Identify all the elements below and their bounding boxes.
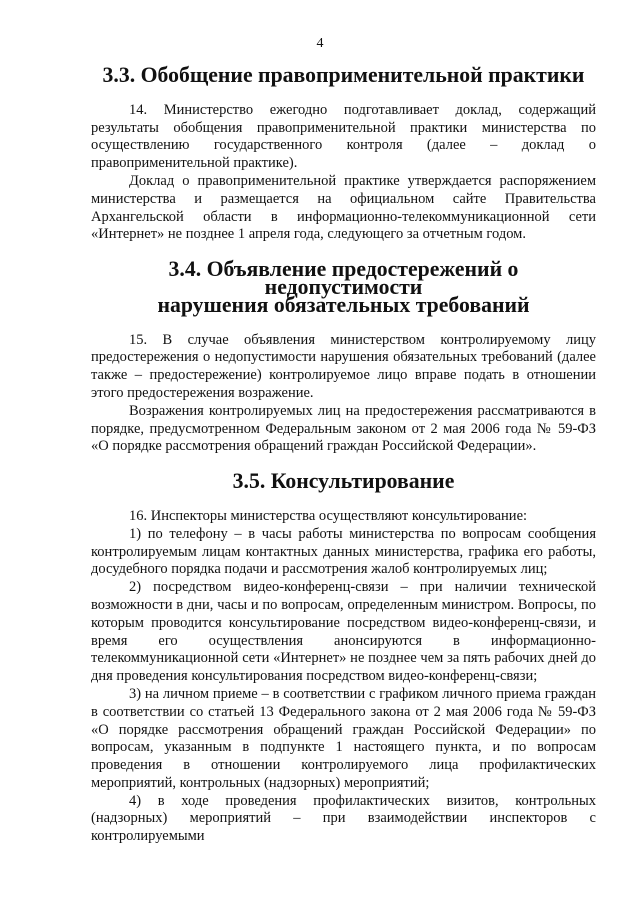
section-3-3 [91,63,596,244]
paragraph-14: 14. Министерство ежегодно подготавливает доклад, содержащий результаты обобщения правоприменительной практики министерства по осуществлению государственного контроля (далее – доклад о правоприменительной практике). [91,101,596,172]
paragraph-objections: Возражения контролируемых лиц на предостережения рассматриваются в порядке, предусмотренном Федеральным законом от 2 мая 2006 года № 59-ФЗ «О порядке рассмотрения обращений граждан Российской Федерации». [91,402,596,455]
document-body [91,63,596,846]
paragraph-16: 16. Инспекторы министерства осуществляют консультирование: [129,507,528,524]
section-heading [91,469,596,494]
heading-line: 3.5. Консультирование [232,469,455,494]
section-3-4 [91,257,596,456]
list-item-preventive-visits: 4) в ходе проведения профилактических визитов, контрольных (надзорных) мероприятий – при взаимодействии инспекторов с контролируемыми [91,792,596,845]
section-heading [91,257,596,317]
list-item-video-conference: 2) посредством видео-конференц-связи – при наличии технической возможности в дни, часы и по вопросам, определенным министром. Вопросы, по которым проводится консультирование посредством видео-конференц-связи, и время его осуществления анонсируются в информационно-телекоммуникационной сети «Интернет» не позднее чем за пять рабочих дней до дня проведения консультирования посредством видео-конференц-связи; [91,579,596,685]
heading-line: нарушения обязательных требований [157,292,530,317]
page-number: 4 [316,36,324,51]
paragraph-report-approval: Доклад о правоприменительной практике утверждается распоряжением министерства и размещается на официальном сайте Правительства Архангельской области в информационно-телекоммуникационной сети «Интернет» не позднее 1 апреля года, следующего за отчетным годом. [91,172,596,243]
section-heading [91,63,596,87]
heading-line: 3.4. Объявление предостережений о недопустимости [168,257,519,299]
list-item-personal-reception: 3) на личном приеме – в соответствии с графиком личного приема граждан в соответствии со статьей 13 Федерального закона от 2 мая 2006 года № 59-ФЗ «О порядке рассмотрения обращений граждан Российской Федерации» по вопросам, указанным в подпункте 1 настоящего пункта, и по вопросам проведения в отношении контролируемого лица профилактических мероприятий, контрольных (надзорных) мероприятий; [91,685,596,791]
paragraph-15: 15. В случае объявления министерством контролируемому лицу предостережения о недопустимости нарушения обязательных требований (далее также – предостережение) контролируемое лицо вправе подать в отношении этого предостережения возражение. [91,331,596,401]
list-item-phone: 1) по телефону – в часы работы министерства по вопросам сообщения контролируемым лицам контактных данных министерства, графика его работы, досудебного порядка подачи и рассмотрения жалоб контролируемых лиц; [91,525,596,578]
section-3-5 [91,469,596,846]
heading-line: 3.3. Обобщение правоприменительной практики [102,63,585,87]
